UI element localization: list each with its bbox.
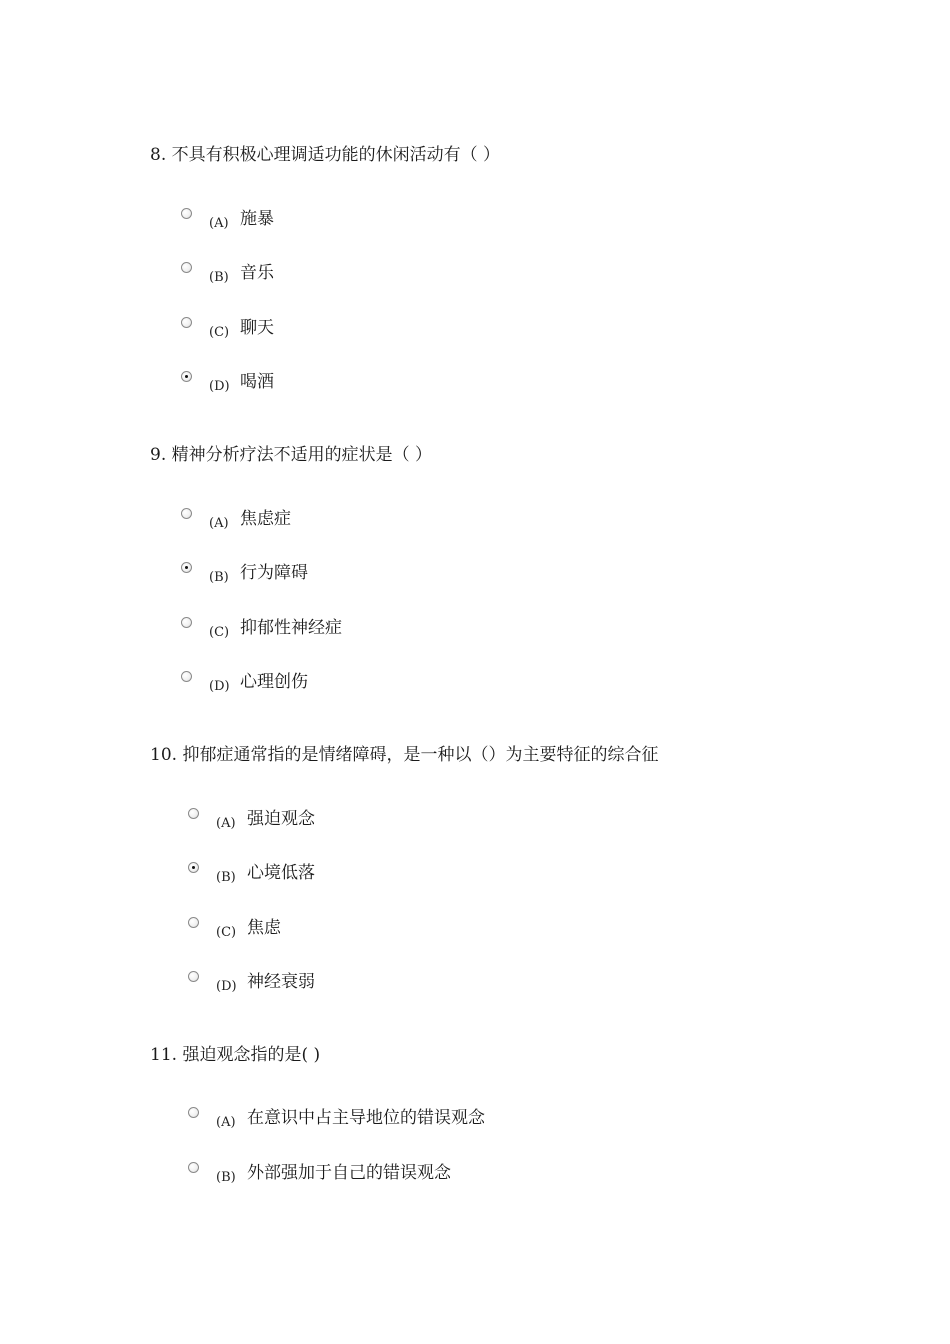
question-title: 11. 强迫观念指的是( ) xyxy=(150,1045,321,1065)
option-text: 神经衰弱 xyxy=(247,972,315,992)
radio-button[interactable] xyxy=(181,671,192,682)
radio-button[interactable] xyxy=(181,208,192,219)
option-text: 心境低落 xyxy=(247,863,315,883)
radio-button[interactable] xyxy=(188,862,199,873)
radio-button[interactable] xyxy=(181,617,192,628)
option-letter: (A) xyxy=(216,816,236,831)
option-text: 焦虑 xyxy=(247,918,281,938)
radio-button[interactable] xyxy=(181,317,192,328)
radio-button[interactable] xyxy=(188,917,199,928)
radio-button[interactable] xyxy=(188,808,199,819)
question-title: 9. 精神分析疗法不适用的症状是（ ） xyxy=(150,445,433,465)
option-text: 施暴 xyxy=(240,209,274,229)
radio-button[interactable] xyxy=(188,1107,199,1118)
option-text: 强迫观念 xyxy=(247,809,315,829)
option-text: 喝酒 xyxy=(240,372,274,392)
radio-button[interactable] xyxy=(181,562,192,573)
option-letter: (B) xyxy=(216,1170,236,1185)
option-text: 外部强加于自己的错误观念 xyxy=(247,1163,451,1183)
radio-button[interactable] xyxy=(181,508,192,519)
option-text: 行为障碍 xyxy=(240,563,308,583)
option-letter: (B) xyxy=(209,570,229,585)
option-letter: (A) xyxy=(216,1115,236,1130)
option-letter: (B) xyxy=(209,270,229,285)
option-text: 聊天 xyxy=(240,318,274,338)
option-text: 焦虑症 xyxy=(240,509,291,529)
option-letter: (B) xyxy=(216,870,236,885)
option-letter: (D) xyxy=(209,379,230,394)
option-letter: (A) xyxy=(209,516,229,531)
option-letter: (C) xyxy=(216,925,237,940)
radio-button[interactable] xyxy=(188,1162,199,1173)
option-letter: (C) xyxy=(209,325,230,340)
option-text: 在意识中占主导地位的错误观念 xyxy=(247,1108,485,1128)
option-letter: (D) xyxy=(216,979,237,994)
option-text: 抑郁性神经症 xyxy=(240,618,342,638)
option-letter: (D) xyxy=(209,679,230,694)
radio-button[interactable] xyxy=(181,262,192,273)
option-text: 音乐 xyxy=(240,263,274,283)
option-text: 心理创伤 xyxy=(240,672,308,692)
radio-button[interactable] xyxy=(181,371,192,382)
question-title: 8. 不具有积极心理调适功能的休闲活动有（ ） xyxy=(150,145,501,165)
question-title: 10. 抑郁症通常指的是情绪障碍，是一种以（）为主要特征的综合征 xyxy=(150,745,659,765)
option-letter: (A) xyxy=(209,216,229,231)
option-letter: (C) xyxy=(209,625,230,640)
radio-button[interactable] xyxy=(188,971,199,982)
